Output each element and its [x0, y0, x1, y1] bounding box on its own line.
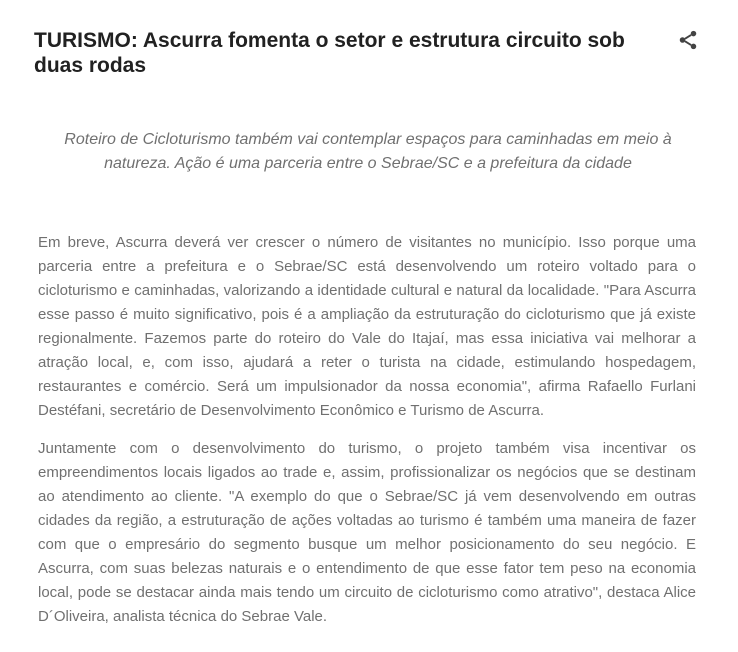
share-button[interactable] [674, 26, 702, 54]
share-icon [677, 29, 699, 51]
post-title: TURISMO: Ascurra fomenta o setor e estrutura circuito sob duas rodas [34, 29, 625, 77]
post-subtitle: Roteiro de Cicloturismo também vai contemplar espaços para caminhadas em meio à natureza. Ação é uma parceria entre o Sebrae/SC e a prefeitura da cidade [64, 131, 672, 172]
post-body [38, 231, 696, 643]
body-paragraph-2: Juntamente com o desenvolvimento do turismo, o projeto também visa incentivar os empreendimentos locais ligados ao trade e, assim, profissionalizar os negócios que se destinam ao atendimento ao cliente. "A exemplo do que o Sebrae/SC já vem desenvolvendo em outras cidades da região, a estruturação de ações voltadas ao turismo é também uma maneira de fazer com que o empresário do segmento busque um melhor posicionamento do seu negócio. E Ascurra, com suas belezas naturais e o entendimento de que esse fator tem peso na economia local, pode se destacar ainda mais tendo um circuito de cicloturismo como atrativo", destaca Alice D´Oliveira, analista técnica do Sebrae Vale. [38, 440, 696, 625]
body-paragraph-1: Em breve, Ascurra deverá ver crescer o número de visitantes no município. Isso porque uma parceria entre a prefeitura e o Sebrae/SC está desenvolvendo um roteiro voltado para o cicloturismo e caminhadas, valorizando a identidade cultural e natural da localidade. "Para Ascurra esse passo é muito significativo, pois é a ampliação da estruturação do cicloturismo que já existe regionalmente. Fazemos parte do roteiro do Vale do Itajaí, mas essa iniciativa vai melhorar a atração local, e, com isso, ajudará a reter o turista na cidade, estimulando hospedagem, restaurantes e comércio. Será um impulsionador da nossa economia", afirma Rafaello Furlani Destéfani, secretário de Desenvolvimento Econômico e Turismo de Ascurra. [38, 234, 696, 419]
post-header [34, 28, 644, 78]
